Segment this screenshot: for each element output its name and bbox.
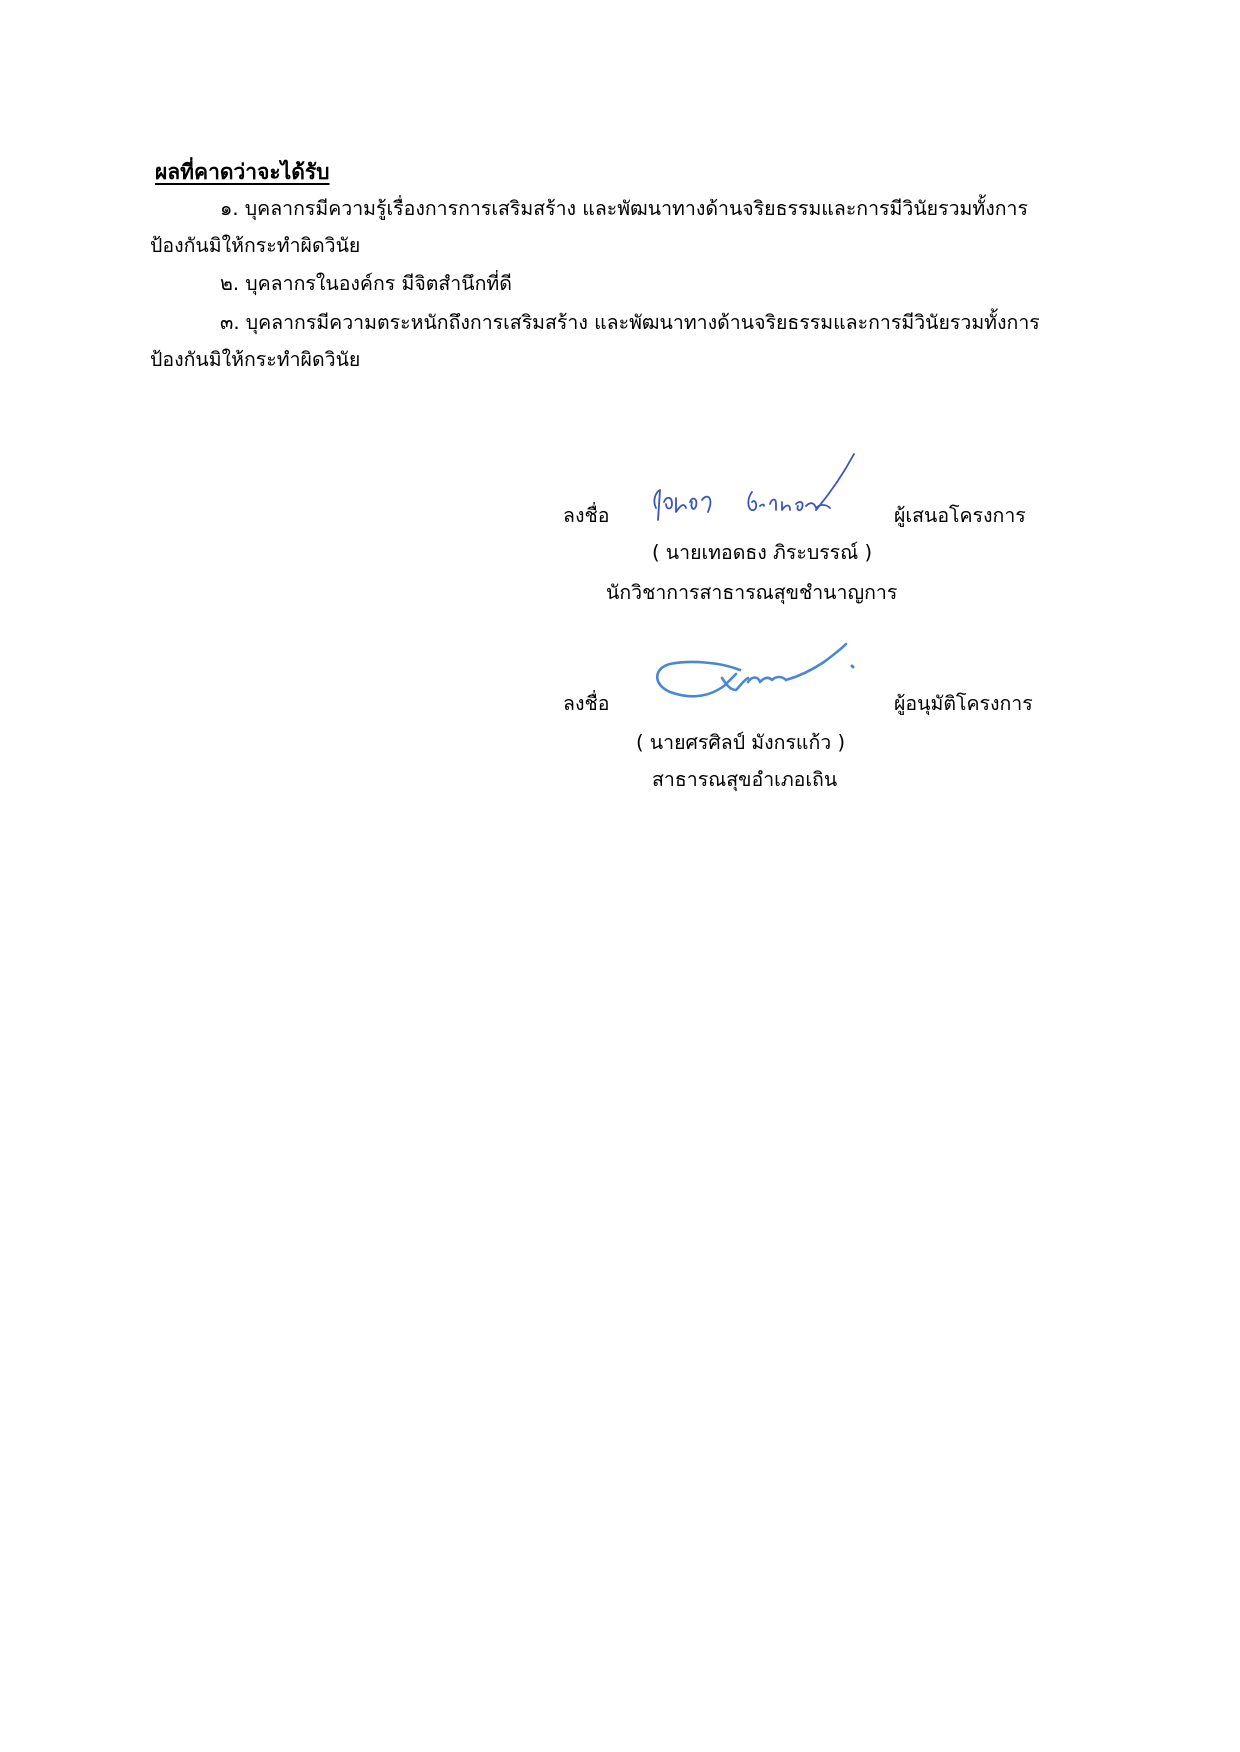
proposer-position: นักวิชาการสาธารณสุขชำนาญการ [606,581,898,604]
approver-position: สาธารณสุขอำเภอเถิน [652,768,838,791]
expected-result-2: ๒. บุคลากรในองค์กร มีจิตสำนึกที่ดี [220,272,512,295]
expected-result-3-line-2: ป้องกันมิให้กระทำผิดวินัย [150,348,361,371]
proposer-signature-image [640,450,870,540]
approver-name: ( นายศรศิลป์ มังกรแก้ว ) [636,731,846,754]
section-heading: ผลที่คาดว่าจะได้รับ [155,160,330,184]
approver-sign-label: ลงชื่อ [563,692,610,715]
proposer-role: ผู้เสนอโครงการ [894,504,1026,527]
proposer-name: ( นายเทอดธง ภิระบรรณ์ ) [652,541,873,564]
proposer-sign-label: ลงชื่อ [563,504,610,527]
approver-signature-image [640,640,870,720]
approver-role: ผู้อนุมัติโครงการ [894,692,1033,715]
expected-result-3-line-1: ๓. บุคลากรมีความตระหนักถึงการเสริมสร้าง และพัฒนาทางด้านจริยธรรมและการมีวินัยรวมทั้งการ [220,311,1040,334]
expected-result-1-line-2: ป้องกันมิให้กระทำผิดวินัย [150,234,361,257]
expected-result-1-line-1: ๑. บุคลากรมีความรู้เรื่องการการเสริมสร้าง และพัฒนาทางด้านจริยธรรมและการมีวินัยรวมทั้งการ [220,197,1028,220]
